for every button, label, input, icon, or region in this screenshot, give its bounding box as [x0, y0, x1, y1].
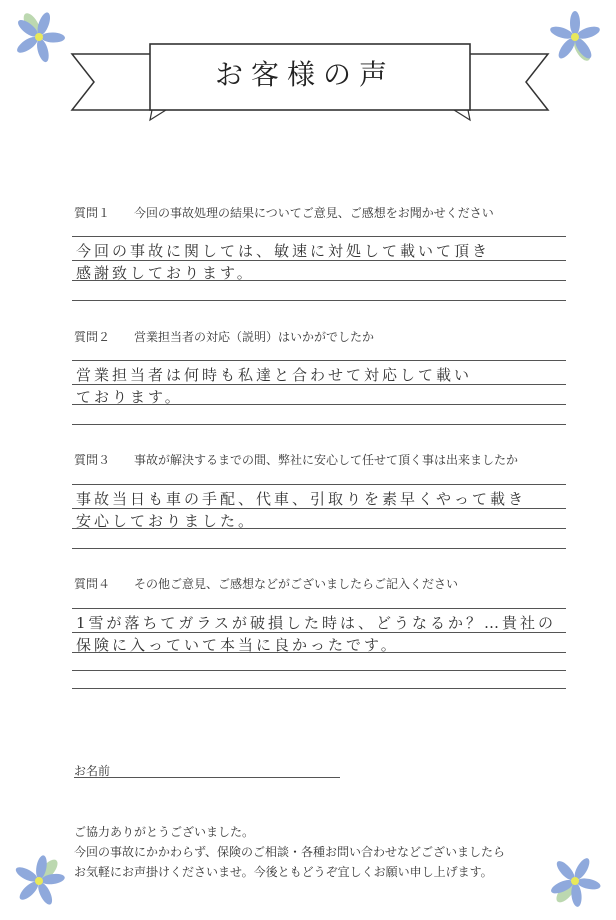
question-4 [74, 575, 458, 592]
answer-rule [72, 608, 566, 609]
question-label: 質問３ [74, 453, 111, 467]
question-label: 質問４ [74, 577, 111, 591]
name-field-line [74, 777, 340, 778]
answer-area-3 [72, 476, 566, 552]
question-text: 事故が解決するまでの間、弊社に安心して任せて頂く事は出来ましたか [134, 453, 519, 467]
answer-rule [72, 360, 566, 361]
question-3 [74, 451, 518, 468]
answer-rule [72, 300, 566, 301]
answer-rule [72, 670, 566, 671]
answer-rule [72, 484, 566, 485]
handwritten-answer-line: 営業担当者は何時も私達と合わせて対応して載い [76, 366, 473, 384]
name-label: お名前 [74, 764, 111, 778]
page-title: お客様の声 [214, 58, 395, 91]
flower-icon [12, 10, 66, 64]
flower-icon [548, 854, 602, 908]
question-2 [74, 328, 374, 345]
handwritten-answer-line: 感謝致しております。 [76, 264, 255, 282]
closing-line: ご協力ありがとうございました。 [74, 825, 255, 839]
question-text: 営業担当者の対応（説明）はいかがでしたか [134, 330, 375, 344]
question-text: 今回の事故処理の結果についてご意見、ご感想をお聞かせください [134, 206, 494, 220]
question-label: 質問２ [74, 330, 111, 344]
handwritten-answer-line: 事故当日も車の手配、代車、引取りを素早くやって載き [76, 490, 527, 508]
handwritten-answer-line: 今回の事故に関しては、敏速に対処して載いて頂き [76, 242, 491, 260]
question-label: 質問１ [74, 206, 111, 220]
question-text: その他ご意見、ご感想などがございましたらご記入ください [134, 577, 459, 591]
closing-message [74, 822, 505, 882]
question-1 [74, 204, 494, 221]
flower-icon [548, 10, 602, 64]
answer-area-1 [72, 228, 566, 304]
handwritten-answer-line: 安心しておりました。 [76, 512, 257, 530]
answer-rule [72, 236, 566, 237]
handwritten-answer-line: ております。 [76, 388, 183, 406]
handwritten-answer-line: 保険に入っていて本当に良かったです。 [76, 636, 399, 654]
answer-rule [72, 548, 566, 549]
answer-area-4 [72, 600, 566, 692]
answer-rule [72, 688, 566, 689]
answer-area-2 [72, 352, 566, 428]
flower-icon [12, 854, 66, 908]
closing-line: 今回の事故にかかわらず、保険のご相談・各種お問い合わせなどございましたら [74, 845, 506, 859]
answer-rule [72, 424, 566, 425]
closing-line: お気軽にお声掛けくださいませ。今後ともどうぞ宜しくお願い申し上げます。 [74, 865, 493, 879]
handwritten-answer-line: 1雪が落ちてガラスが破損した時は、どうなるか？…貴社の [76, 614, 556, 632]
